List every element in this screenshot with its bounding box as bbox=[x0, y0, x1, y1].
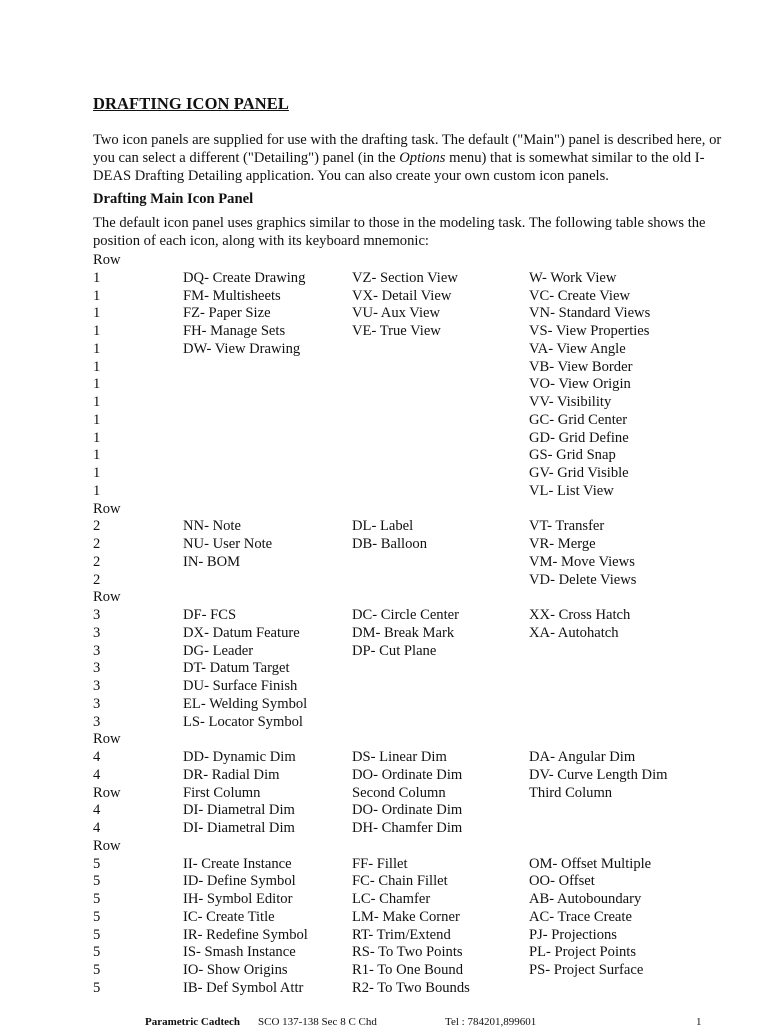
row-number-cell: 1 bbox=[93, 376, 101, 393]
first-column-cell: DX- Datum Feature bbox=[183, 624, 300, 641]
first-column-cell: DQ- Create Drawing bbox=[183, 269, 306, 286]
first-column-cell: EL- Welding Symbol bbox=[183, 695, 308, 712]
row-number-cell: 3 bbox=[93, 660, 101, 677]
row-number-cell: 3 bbox=[93, 642, 101, 659]
third-column-cell: DV- Curve Length Dim bbox=[529, 766, 668, 783]
table-row bbox=[93, 288, 753, 306]
third-column-cell: AB- Autoboundary bbox=[529, 891, 642, 907]
first-column-cell: DD- Dynamic Dim bbox=[183, 749, 296, 765]
second-column-cell: LC- Chamfer bbox=[352, 891, 431, 907]
third-column-cell: VR- Merge bbox=[529, 536, 596, 552]
footer-company: Parametric Cadtech bbox=[145, 1016, 240, 1028]
second-column-cell: DH- Chamfer Dim bbox=[352, 820, 463, 836]
table-row bbox=[93, 607, 753, 625]
second-column-cell: FC- Chain Fillet bbox=[352, 873, 448, 890]
third-column-cell: VB- View Border bbox=[529, 358, 633, 375]
row-number-cell: 4 bbox=[93, 802, 101, 819]
first-column-cell: DF- FCS bbox=[183, 607, 237, 623]
first-column-cell: IN- BOM bbox=[183, 553, 241, 570]
second-column-cell: R1- To One Bound bbox=[352, 962, 463, 978]
page-number: 1 bbox=[696, 1016, 702, 1028]
row-number-cell: 5 bbox=[93, 979, 101, 996]
second-column-cell: RS- To Two Points bbox=[352, 944, 463, 961]
table-row bbox=[93, 731, 753, 749]
footer-telephone: Tel : 784201,899601 bbox=[445, 1016, 537, 1028]
third-column-cell: OM- Offset Multiple bbox=[529, 855, 652, 872]
second-column-cell: DO- Ordinate Dim bbox=[352, 802, 463, 819]
row-number-cell: Row bbox=[93, 589, 121, 606]
second-column-cell: RT- Trim/Extend bbox=[352, 926, 451, 943]
row-number-cell: 5 bbox=[93, 926, 101, 943]
table-row bbox=[93, 802, 753, 820]
third-column-cell: VL- List View bbox=[529, 482, 614, 499]
first-column-cell: ID- Define Symbol bbox=[183, 873, 296, 890]
first-column-cell: IO- Show Origins bbox=[183, 962, 288, 978]
first-column-cell: NU- User Note bbox=[183, 536, 273, 552]
third-column-cell: PS- Project Surface bbox=[529, 962, 644, 978]
row-number-cell: 1 bbox=[93, 394, 101, 410]
row-number-cell: 3 bbox=[93, 678, 101, 694]
table-row bbox=[93, 252, 753, 270]
table-row bbox=[93, 501, 753, 519]
first-column-cell: DT- Datum Target bbox=[183, 660, 290, 677]
first-column-cell: First Column bbox=[183, 784, 261, 801]
row-number-cell: 3 bbox=[93, 624, 101, 641]
row-number-cell: Row bbox=[93, 837, 121, 854]
first-column-cell: DI- Diametral Dim bbox=[183, 820, 295, 836]
table-row bbox=[93, 696, 753, 714]
third-column-cell: VA- View Angle bbox=[529, 340, 626, 357]
second-column-cell: DB- Balloon bbox=[352, 536, 427, 552]
third-column-cell: VS- View Properties bbox=[529, 323, 650, 339]
first-column-cell: FH- Manage Sets bbox=[183, 323, 286, 339]
table-row bbox=[93, 589, 753, 607]
table-row bbox=[93, 856, 753, 874]
third-column-cell: VT- Transfer bbox=[529, 518, 605, 535]
table-row bbox=[93, 873, 753, 891]
third-column-cell: DA- Angular Dim bbox=[529, 749, 636, 765]
first-column-cell: DW- View Drawing bbox=[183, 340, 301, 357]
table-row bbox=[93, 927, 753, 945]
third-column-cell: AC- Trace Create bbox=[529, 908, 632, 925]
intro-text-end: menu) that is somewhat similar to the old I-DEAS Drafting Detailing application. You can also create your own custom icon panels. bbox=[93, 149, 705, 184]
third-column-cell: VO- View Origin bbox=[529, 376, 631, 393]
second-column-cell: VE- True View bbox=[352, 323, 441, 339]
first-column-cell: LS- Locator Symbol bbox=[183, 713, 303, 730]
document-title: DRAFTING ICON PANEL bbox=[93, 94, 289, 113]
third-column-cell: VM- Move Views bbox=[529, 553, 635, 570]
table-row bbox=[93, 660, 753, 678]
second-column-cell: DM- Break Mark bbox=[352, 624, 455, 641]
third-column-cell: GV- Grid Visible bbox=[529, 465, 629, 481]
row-number-cell: 1 bbox=[93, 305, 101, 322]
row-number-cell: Row bbox=[93, 731, 121, 748]
table-row bbox=[93, 980, 753, 998]
page-footer bbox=[0, 1016, 768, 1036]
row-number-cell: 2 bbox=[93, 553, 101, 570]
second-column-cell: DO- Ordinate Dim bbox=[352, 766, 463, 783]
first-column-cell: DI- Diametral Dim bbox=[183, 802, 295, 819]
row-number-cell: 1 bbox=[93, 482, 101, 499]
table-row bbox=[93, 305, 753, 323]
options-emphasis: Options bbox=[399, 149, 446, 166]
table-row bbox=[93, 643, 753, 661]
third-column-cell: VN- Standard Views bbox=[529, 305, 651, 322]
third-column-cell: PL- Project Points bbox=[529, 944, 637, 961]
table-row bbox=[93, 483, 753, 501]
table-row bbox=[93, 394, 753, 412]
row-number-cell: 3 bbox=[93, 713, 101, 730]
table-row bbox=[93, 536, 753, 554]
third-column-cell: PJ- Projections bbox=[529, 926, 617, 943]
row-number-cell: Row bbox=[93, 500, 121, 517]
row-number-cell: 1 bbox=[93, 465, 101, 481]
table-row bbox=[93, 891, 753, 909]
table-row bbox=[93, 465, 753, 483]
second-column-cell: VX- Detail View bbox=[352, 287, 452, 304]
intro-paragraph bbox=[93, 132, 733, 185]
table-row bbox=[93, 430, 753, 448]
third-column-cell: VC- Create View bbox=[529, 287, 630, 304]
third-column-cell: GD- Grid Define bbox=[529, 429, 629, 446]
first-column-cell: IR- Redefine Symbol bbox=[183, 926, 308, 943]
intro-text-start: Two icon panels are supplied for use with the drafting task. The default ("Main") panel is described here, or you can select a different ("Detailing") panel (in the bbox=[93, 132, 722, 166]
row-number-cell: 2 bbox=[93, 518, 101, 535]
row-number-cell: 1 bbox=[93, 411, 101, 428]
row-number-cell: Row bbox=[93, 784, 121, 801]
first-column-cell: NN- Note bbox=[183, 518, 241, 535]
second-column-cell: DL- Label bbox=[352, 518, 414, 535]
table-row bbox=[93, 572, 753, 590]
second-column-cell: FF- Fillet bbox=[352, 855, 408, 872]
second-column-cell: DP- Cut Plane bbox=[352, 642, 437, 659]
third-column-cell: GC- Grid Center bbox=[529, 411, 628, 428]
row-number-cell: 1 bbox=[93, 358, 101, 375]
first-column-cell: IS- Smash Instance bbox=[183, 944, 296, 961]
second-column-cell: DC- Circle Center bbox=[352, 607, 459, 623]
table-row bbox=[93, 554, 753, 572]
row-number-cell: 4 bbox=[93, 766, 101, 783]
first-column-cell: IC- Create Title bbox=[183, 908, 275, 925]
third-column-cell: XX- Cross Hatch bbox=[529, 607, 631, 623]
row-number-cell: 4 bbox=[93, 749, 101, 765]
table-row bbox=[93, 518, 753, 536]
row-number-cell: 5 bbox=[93, 873, 101, 890]
footer-address: SCO 137-138 Sec 8 C Chd bbox=[258, 1016, 377, 1028]
description-paragraph: The default icon panel uses graphics similar to those in the modeling task. The following table shows the position of each icon, along with its keyboard mnemonic: bbox=[93, 215, 706, 249]
table-row bbox=[93, 838, 753, 856]
table-row bbox=[93, 412, 753, 430]
row-number-cell: 1 bbox=[93, 447, 101, 464]
second-column-cell: VU- Aux View bbox=[352, 305, 441, 322]
second-column-cell: VZ- Section View bbox=[352, 269, 458, 286]
third-column-cell: VD- Delete Views bbox=[529, 571, 637, 588]
row-number-cell: 3 bbox=[93, 607, 101, 623]
first-column-cell: II- Create Instance bbox=[183, 855, 292, 872]
table-row bbox=[93, 962, 753, 980]
row-number-cell: 1 bbox=[93, 429, 101, 446]
third-column-cell: Third Column bbox=[529, 784, 613, 801]
table-row bbox=[93, 944, 753, 962]
second-column-cell: DS- Linear Dim bbox=[352, 749, 447, 765]
table-row bbox=[93, 270, 753, 288]
first-column-cell: DR- Radial Dim bbox=[183, 766, 280, 783]
row-number-cell: 5 bbox=[93, 891, 101, 907]
third-column-cell: VV- Visibility bbox=[529, 394, 612, 410]
table-row bbox=[93, 447, 753, 465]
table-row bbox=[93, 749, 753, 767]
first-column-cell: IB- Def Symbol Attr bbox=[183, 979, 304, 996]
row-number-cell: 2 bbox=[93, 536, 101, 552]
first-column-cell: IH- Symbol Editor bbox=[183, 891, 293, 907]
row-number-cell: 1 bbox=[93, 269, 101, 286]
row-number-cell: 1 bbox=[93, 287, 101, 304]
table-row bbox=[93, 359, 753, 377]
row-number-cell: Row bbox=[93, 252, 121, 268]
row-number-cell: 1 bbox=[93, 323, 101, 339]
second-column-cell: R2- To Two Bounds bbox=[352, 979, 470, 996]
icon-mnemonic-table bbox=[93, 252, 753, 998]
table-row bbox=[93, 820, 753, 838]
row-number-cell: 5 bbox=[93, 962, 101, 978]
table-row bbox=[93, 341, 753, 359]
row-number-cell: 3 bbox=[93, 695, 101, 712]
table-row bbox=[93, 767, 753, 785]
row-number-cell: 5 bbox=[93, 908, 101, 925]
section-heading: Drafting Main Icon Panel bbox=[93, 191, 254, 207]
second-column-cell: Second Column bbox=[352, 784, 446, 801]
row-number-cell: 4 bbox=[93, 820, 101, 836]
row-number-cell: 2 bbox=[93, 571, 101, 588]
third-column-cell: GS- Grid Snap bbox=[529, 447, 616, 464]
row-number-cell: 1 bbox=[93, 340, 101, 357]
third-column-cell: OO- Offset bbox=[529, 873, 595, 890]
row-number-cell: 5 bbox=[93, 855, 101, 872]
table-row bbox=[93, 625, 753, 643]
row-number-cell: 5 bbox=[93, 944, 101, 961]
table-row bbox=[93, 785, 753, 803]
table-row bbox=[93, 678, 753, 696]
first-column-cell: FZ- Paper Size bbox=[183, 305, 271, 322]
second-column-cell: LM- Make Corner bbox=[352, 908, 460, 925]
third-column-cell: W- Work View bbox=[529, 269, 617, 286]
first-column-cell: FM- Multisheets bbox=[183, 287, 281, 304]
first-column-cell: DG- Leader bbox=[183, 642, 254, 659]
table-row bbox=[93, 714, 753, 732]
table-row bbox=[93, 909, 753, 927]
first-column-cell: DU- Surface Finish bbox=[183, 678, 298, 694]
third-column-cell: XA- Autohatch bbox=[529, 624, 619, 641]
table-row bbox=[93, 323, 753, 341]
table-row bbox=[93, 376, 753, 394]
